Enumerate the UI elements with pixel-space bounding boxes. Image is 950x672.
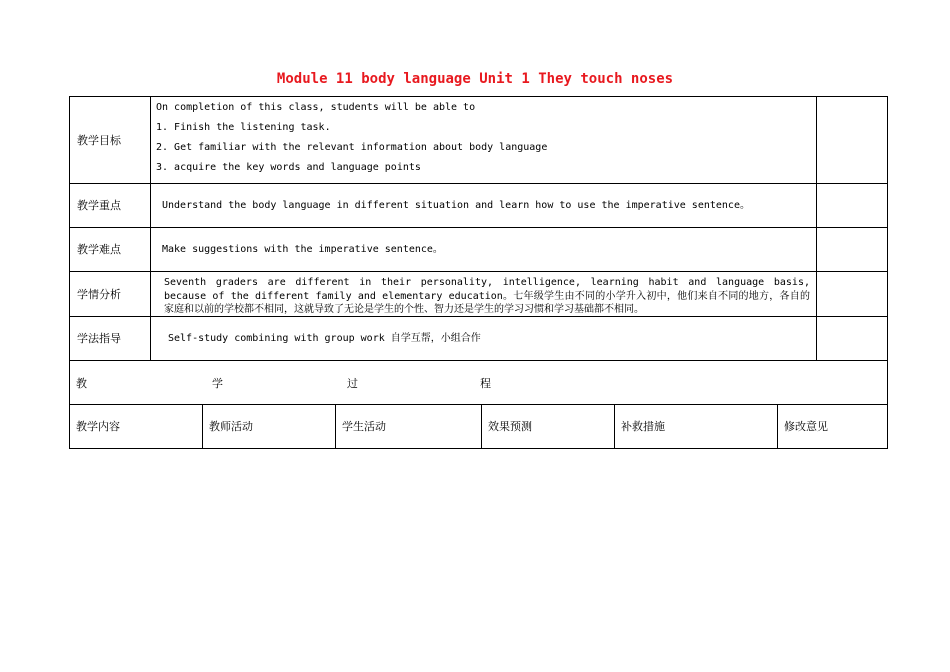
objectives-line: 3. acquire the key words and language points (156, 162, 421, 173)
student-analysis-label: 学情分析 (77, 287, 121, 301)
difficulties-label: 教学难点 (77, 243, 121, 256)
key-points-label: 教学重点 (77, 199, 121, 212)
difficulties-text: Make suggestions with the imperative sentence。 (162, 244, 443, 255)
process-heading-char: 过 (347, 376, 358, 390)
document-title: Module 11 body language Unit 1 They touch noses (276, 71, 674, 87)
process-heading-char: 教 (76, 376, 87, 390)
objectives-line: On completion of this class, students will be able to (156, 102, 476, 113)
column-header: 教师活动 (209, 420, 253, 433)
objectives-line: 2. Get familiar with the relevant information about body language (156, 142, 548, 153)
method-text: Self-study combining with group work 自学互帮，小组合作 (168, 333, 481, 344)
objectives-label: 教学目标 (77, 133, 121, 147)
student-analysis-text: Seventh graders are different in their personality, intelligence, learning habit and language basis, because of the different family and elementary education。七年级学生由不同的小学升入初中，他们来自不同的地方，各自的家庭和以前的学校都不相同，这就导致了无论是学生的个性、智力还是学生的学习习惯和学习基础都不相同。 (164, 277, 810, 315)
objectives-content (156, 98, 814, 182)
column-header: 学生活动 (342, 420, 386, 433)
process-heading-char: 程 (480, 376, 491, 390)
key-points-text: Understand the body language in different situation and learn how to use the imperative sentence。 (162, 200, 750, 211)
method-label: 学法指导 (77, 332, 121, 345)
process-heading-char: 学 (212, 376, 223, 390)
objectives-line: 1. Finish the listening task. (156, 122, 331, 133)
column-header: 修改意见 (784, 420, 828, 433)
column-header: 效果预测 (488, 420, 532, 433)
column-header: 补救措施 (621, 420, 665, 433)
column-header: 教学内容 (76, 420, 120, 433)
